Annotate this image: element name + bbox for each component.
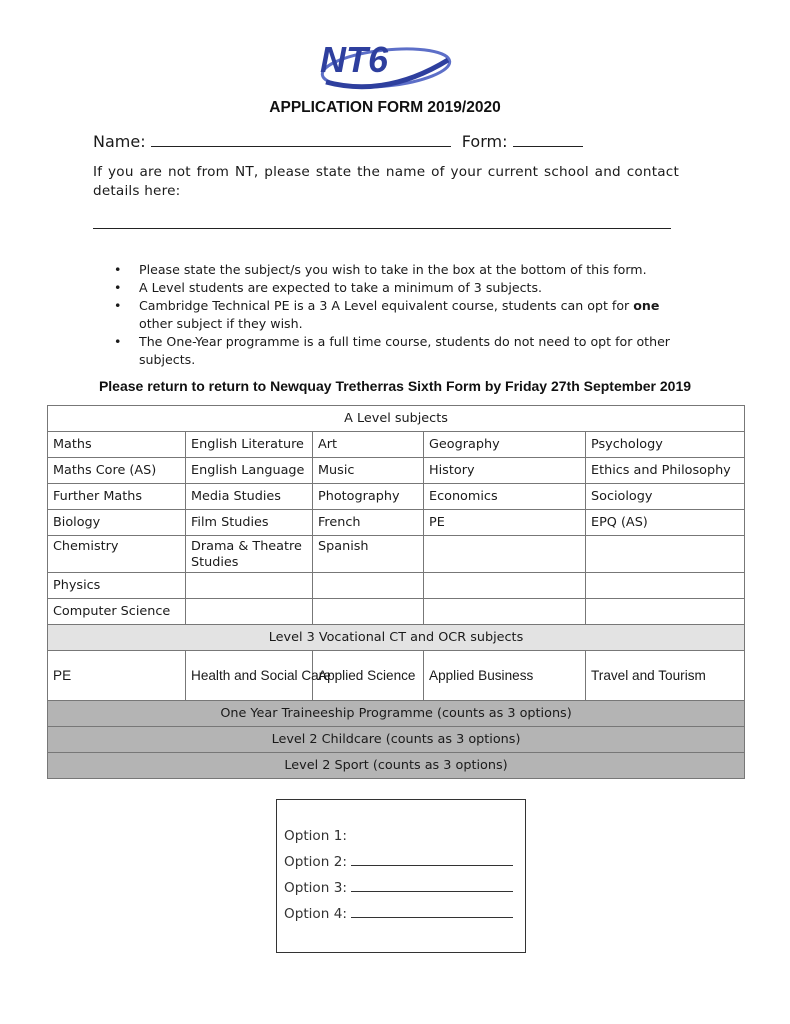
option-label: Option 2: (284, 854, 347, 870)
subject-cell (424, 599, 586, 625)
return-notice: Please return to return to Newquay Tretherras Sixth Form by Friday 27th September 2019 (98, 378, 692, 394)
subject-cell[interactable]: English Literature (186, 432, 313, 458)
form-field[interactable] (513, 134, 583, 147)
subject-cell[interactable]: Psychology (586, 432, 745, 458)
subject-cell[interactable]: Biology (48, 510, 186, 536)
option-4-field[interactable] (351, 906, 513, 918)
programme-row[interactable]: One Year Traineeship Programme (counts as 3 options) (48, 701, 745, 727)
option-3-field[interactable] (351, 880, 513, 892)
option-3[interactable] (284, 880, 513, 896)
instruction-item: • A Level students are expected to take a minimum of 3 subjects. (112, 279, 680, 297)
table-row (48, 536, 745, 573)
option-label: Option 4: (284, 906, 347, 922)
options-box (276, 799, 526, 953)
subject-cell[interactable]: Art (313, 432, 424, 458)
vocational-cell[interactable]: PE (48, 651, 186, 701)
name-field[interactable] (151, 134, 451, 147)
table-row (48, 651, 745, 701)
option-4[interactable] (284, 906, 513, 922)
programme-row[interactable]: Level 2 Sport (counts as 3 options) (48, 753, 745, 779)
name-label: Name: (93, 132, 146, 151)
option-label: Option 3: (284, 880, 347, 896)
subject-cell[interactable]: Geography (424, 432, 586, 458)
programme-row[interactable]: Level 2 Childcare (counts as 3 options) (48, 727, 745, 753)
vocational-cell[interactable]: Health and Social Care (186, 651, 313, 701)
a-level-header: A Level subjects (48, 406, 745, 432)
subject-cell[interactable]: Chemistry (48, 536, 186, 573)
vocational-cell[interactable]: Applied Business (424, 651, 586, 701)
table-row (48, 458, 745, 484)
instruction-item: • The One-Year programme is a full time course, students do not need to opt for other subjects. (112, 333, 680, 369)
subject-cell (586, 573, 745, 599)
table-row (48, 510, 745, 536)
table-row (48, 599, 745, 625)
subject-cell (186, 573, 313, 599)
subject-cell[interactable]: English Language (186, 458, 313, 484)
subject-cell (313, 599, 424, 625)
option-1[interactable] (284, 828, 347, 844)
subject-cell[interactable]: Spanish (313, 536, 424, 573)
nt6-logo (316, 38, 454, 88)
subject-cell[interactable]: Computer Science (48, 599, 186, 625)
vocational-cell[interactable]: Applied Science (313, 651, 424, 701)
instructions-list (112, 261, 680, 369)
subject-cell[interactable]: History (424, 458, 586, 484)
form-label: Form: (461, 132, 508, 151)
subject-cell (313, 573, 424, 599)
subject-cell[interactable]: Media Studies (186, 484, 313, 510)
subject-cell[interactable]: Further Maths (48, 484, 186, 510)
subject-cell[interactable]: Sociology (586, 484, 745, 510)
name-form-line (93, 132, 583, 151)
logo-text: NT6 (320, 39, 389, 80)
subjects-table (47, 405, 745, 779)
subject-cell (586, 536, 745, 573)
vocational-header: Level 3 Vocational CT and OCR subjects (48, 625, 745, 651)
subject-cell (424, 536, 586, 573)
option-2[interactable] (284, 854, 513, 870)
subject-cell[interactable]: Economics (424, 484, 586, 510)
subject-cell[interactable]: PE (424, 510, 586, 536)
instruction-item: • Cambridge Technical PE is a 3 A Level equivalent course, students can opt for one other subject if they wish. (112, 297, 680, 333)
table-row (48, 573, 745, 599)
subject-cell[interactable]: Drama & Theatre Studies (186, 536, 313, 573)
instruction-item: • Please state the subject/s you wish to take in the box at the bottom of this form. (112, 261, 680, 279)
subject-cell (586, 599, 745, 625)
option-label: Option 1: (284, 828, 347, 844)
subject-cell (186, 599, 313, 625)
subject-cell[interactable]: French (313, 510, 424, 536)
school-details-field[interactable] (93, 228, 671, 229)
subject-cell (424, 573, 586, 599)
subject-cell[interactable]: Ethics and Philosophy (586, 458, 745, 484)
table-row (48, 484, 745, 510)
emphasis-one: one (633, 298, 660, 313)
subject-cell[interactable]: EPQ (AS) (586, 510, 745, 536)
table-row (48, 432, 745, 458)
subject-cell[interactable]: Maths (48, 432, 186, 458)
option-2-field[interactable] (351, 854, 513, 866)
subject-cell[interactable]: Music (313, 458, 424, 484)
subject-cell[interactable]: Physics (48, 573, 186, 599)
vocational-cell[interactable]: Travel and Tourism (586, 651, 745, 701)
school-details-prompt: If you are not from NT, please state the name of your current school and contact details here: (93, 164, 679, 199)
subject-cell[interactable]: Film Studies (186, 510, 313, 536)
subject-cell[interactable]: Maths Core (AS) (48, 458, 186, 484)
subject-cell[interactable]: Photography (313, 484, 424, 510)
form-title: APPLICATION FORM 2019/2020 (269, 99, 501, 116)
